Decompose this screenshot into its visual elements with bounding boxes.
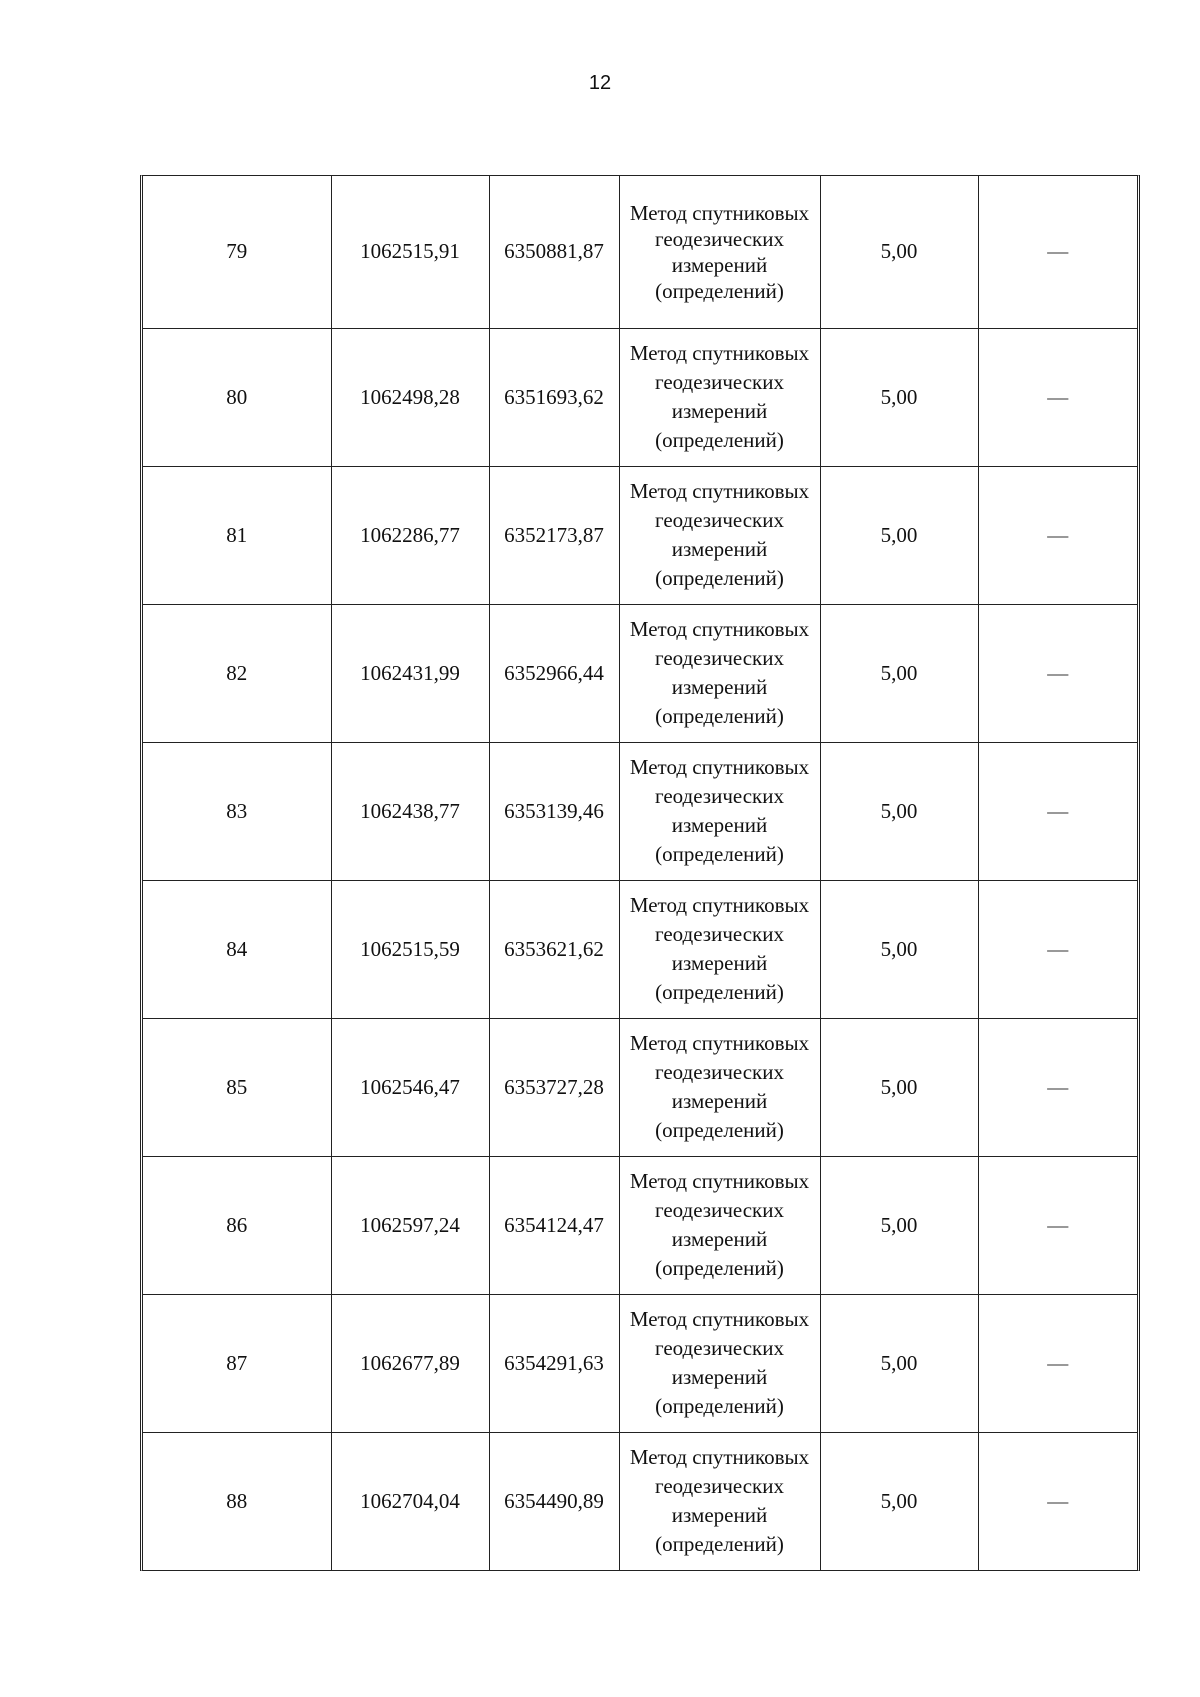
table-row bbox=[143, 1294, 1137, 1432]
x-coordinate-cell: 1062431,99 bbox=[331, 604, 489, 742]
point-number-cell: 87 bbox=[143, 1294, 331, 1432]
point-number-cell: 83 bbox=[143, 742, 331, 880]
method-cell: Метод спутниковых геодезических измерений (определений) bbox=[619, 1018, 820, 1156]
note-cell: — bbox=[978, 1156, 1137, 1294]
accuracy-cell: 5,00 bbox=[820, 742, 978, 880]
table-row bbox=[143, 176, 1137, 328]
y-coordinate-cell: 6354490,89 bbox=[489, 1432, 619, 1570]
x-coordinate-cell: 1062515,91 bbox=[331, 176, 489, 328]
y-coordinate-cell: 6353621,62 bbox=[489, 880, 619, 1018]
x-coordinate-cell: 1062546,47 bbox=[331, 1018, 489, 1156]
point-number-cell: 86 bbox=[143, 1156, 331, 1294]
note-cell: — bbox=[978, 604, 1137, 742]
method-cell: Метод спутниковых геодезических измерений (определений) bbox=[619, 1156, 820, 1294]
note-cell: — bbox=[978, 1018, 1137, 1156]
x-coordinate-cell: 1062498,28 bbox=[331, 328, 489, 466]
x-coordinate-cell: 1062677,89 bbox=[331, 1294, 489, 1432]
note-cell: — bbox=[978, 466, 1137, 604]
y-coordinate-cell: 6353727,28 bbox=[489, 1018, 619, 1156]
y-coordinate-cell: 6351693,62 bbox=[489, 328, 619, 466]
y-coordinate-cell: 6354291,63 bbox=[489, 1294, 619, 1432]
accuracy-cell: 5,00 bbox=[820, 1432, 978, 1570]
table-row bbox=[143, 880, 1137, 1018]
method-cell: Метод спутниковых геодезических измерений (определений) bbox=[619, 176, 820, 328]
table-row bbox=[143, 1432, 1137, 1570]
x-coordinate-cell: 1062704,04 bbox=[331, 1432, 489, 1570]
method-cell: Метод спутниковых геодезических измерений (определений) bbox=[619, 1294, 820, 1432]
point-number-cell: 79 bbox=[143, 176, 331, 328]
x-coordinate-cell: 1062438,77 bbox=[331, 742, 489, 880]
y-coordinate-cell: 6353139,46 bbox=[489, 742, 619, 880]
y-coordinate-cell: 6354124,47 bbox=[489, 1156, 619, 1294]
table-row bbox=[143, 1156, 1137, 1294]
x-coordinate-cell: 1062286,77 bbox=[331, 466, 489, 604]
y-coordinate-cell: 6352966,44 bbox=[489, 604, 619, 742]
point-number-cell: 80 bbox=[143, 328, 331, 466]
method-cell: Метод спутниковых геодезических измерений (определений) bbox=[619, 466, 820, 604]
coordinates-table bbox=[140, 175, 1140, 1571]
accuracy-cell: 5,00 bbox=[820, 466, 978, 604]
page-number: 12 bbox=[588, 72, 612, 94]
note-cell: — bbox=[978, 1432, 1137, 1570]
accuracy-cell: 5,00 bbox=[820, 1018, 978, 1156]
note-cell: — bbox=[978, 880, 1137, 1018]
accuracy-cell: 5,00 bbox=[820, 880, 978, 1018]
table-row bbox=[143, 742, 1137, 880]
note-cell: — bbox=[978, 1294, 1137, 1432]
point-number-cell: 81 bbox=[143, 466, 331, 604]
x-coordinate-cell: 1062515,59 bbox=[331, 880, 489, 1018]
table-row bbox=[143, 466, 1137, 604]
table-row bbox=[143, 328, 1137, 466]
accuracy-cell: 5,00 bbox=[820, 604, 978, 742]
table-row bbox=[143, 1018, 1137, 1156]
accuracy-cell: 5,00 bbox=[820, 1156, 978, 1294]
accuracy-cell: 5,00 bbox=[820, 176, 978, 328]
note-cell: — bbox=[978, 742, 1137, 880]
method-cell: Метод спутниковых геодезических измерений (определений) bbox=[619, 328, 820, 466]
accuracy-cell: 5,00 bbox=[820, 1294, 978, 1432]
method-cell: Метод спутниковых геодезических измерений (определений) bbox=[619, 604, 820, 742]
accuracy-cell: 5,00 bbox=[820, 328, 978, 466]
point-number-cell: 82 bbox=[143, 604, 331, 742]
x-coordinate-cell: 1062597,24 bbox=[331, 1156, 489, 1294]
method-cell: Метод спутниковых геодезических измерений (определений) bbox=[619, 880, 820, 1018]
point-number-cell: 88 bbox=[143, 1432, 331, 1570]
y-coordinate-cell: 6350881,87 bbox=[489, 176, 619, 328]
point-number-cell: 84 bbox=[143, 880, 331, 1018]
table-row bbox=[143, 604, 1137, 742]
method-cell: Метод спутниковых геодезических измерений (определений) bbox=[619, 742, 820, 880]
y-coordinate-cell: 6352173,87 bbox=[489, 466, 619, 604]
method-cell: Метод спутниковых геодезических измерений (определений) bbox=[619, 1432, 820, 1570]
point-number-cell: 85 bbox=[143, 1018, 331, 1156]
note-cell: — bbox=[978, 328, 1137, 466]
note-cell: — bbox=[978, 176, 1137, 328]
